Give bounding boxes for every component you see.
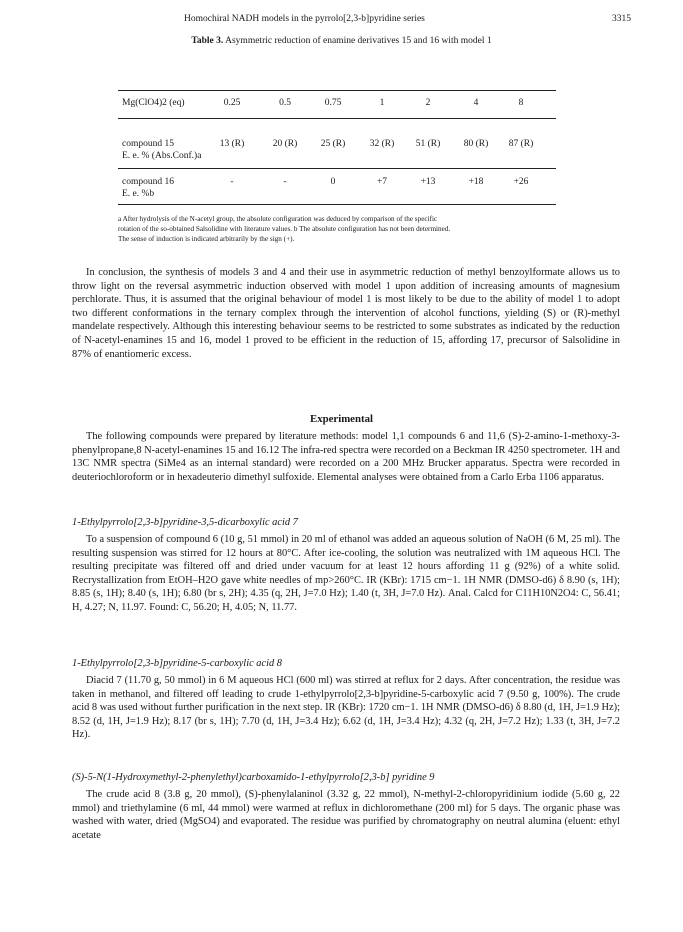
- table-cell: 20 (R): [272, 139, 298, 149]
- table-caption-text: Asymmetric reduction of enamine derivatives 15 and 16 with model 1: [225, 36, 492, 46]
- header-cell: 0.5: [279, 98, 291, 108]
- row-label: compound 16: [122, 177, 174, 187]
- header-cell: 0.75: [324, 98, 342, 108]
- table-cell: 51 (R): [415, 139, 441, 149]
- conclusion-text: In conclusion, the synthesis of models 3 and 4 and their use in asymmetric reduction of methyl benzoylformate allows us to throw light on the reversal asymmetric induction observed with model 1 upon addition of increasing amounts of magnesium perchlorate. Thus, it is assumed that the original behaviour of model 1 is most likely to be due to the ability of model 1 to adopt two different conformations in the ternary complex through the intervention of alcohol functions, yielding (S) or (R)-methyl mandelate respectively. Although this interesting behaviour seems to be restricted to some substrates as indicated by the reduction of N-acetyl-enamines 15 and 16, model 1 proved to be efficient in the reduction of 15, affording 17, precursor of Salsolidine in 87% of enantiomeric excess.: [72, 267, 620, 360]
- table-cell: 25 (R): [320, 139, 346, 149]
- section-heading-experimental: Experimental: [310, 413, 373, 425]
- header-cell: 8: [518, 98, 524, 108]
- table-footnotes: [118, 214, 563, 244]
- table-bottom-rule: [118, 204, 556, 205]
- row-sublabel: E. e. %b: [122, 189, 155, 199]
- subsection-body: [72, 533, 620, 615]
- subsection-body: [72, 674, 620, 742]
- table-row: [118, 138, 556, 164]
- subsection-title: 1-Ethylpyrrolo[2,3-b]pyridine-5-carboxylic acid 8: [72, 658, 282, 669]
- table-cell: 32 (R): [369, 139, 395, 149]
- table-cell: +26: [513, 177, 529, 187]
- running-title: Homochiral NADH models in the pyrrolo[2,3-b]pyridine series: [184, 14, 425, 24]
- header-cell: 1: [379, 98, 385, 108]
- subsection-text: To a suspension of compound 6 (10 g, 51 mmol) in 20 ml of ethanol was added an aqueous solution of NaOH (6 M, 25 ml). The resulting suspension was stirred for 12 hours at 80°C. After ice-cooling, the solution was neutralized with 1M aqueous HCl. The resulting precipitate was filtered off and dried under vacuum for at least 12 hours affording 11 g (92%) of a white solid. Recrystallization from EtOH–H2O gave white needles of mp>260°C. IR (KBr): 1715 cm−1. 1H NMR (DMSO-d6) δ 8.90 (s, 1H); 8.85 (s, 1H); 8.40 (s, 1H); 6.80 (br s, 2H); 4.35 (q, 2H, J=7.0 Hz); 1.40 (t, 3H, J=7.0 Hz). Anal. Calcd for C11H10N2O4: C, 56.41; H, 4.27; N, 11.97. Found: C, 56.20; H, 4.05; N, 11.77.: [72, 534, 620, 613]
- table-cell: 13 (R): [219, 139, 245, 149]
- table-cell: 0: [330, 177, 336, 187]
- table-cell: 80 (R): [463, 139, 489, 149]
- experimental-intro-text: The following compounds were prepared by literature methods: model 1,1 compounds 6 and 11,6 (S)-2-amino-1-methoxy-3-phenylpropane,8 N-acetyl-enamines 15 and 16.12 The infra-red spectra were recorded on a Beckman IR 4250 spectrometer. 1H and 13C NMR spectra (SiMe4 as an internal standard) were recorded on a 200 MHz Brucker apparatus. Spectra were recorded in deuteriochloroform or in hexadeuterio dimethyl sulfoxide. Elemental analyses were obtained from a Carlo Erba 1106 apparatus.: [72, 431, 620, 483]
- table-cell: +13: [420, 177, 436, 187]
- row-label: compound 15: [122, 139, 174, 149]
- footnote-line: The sense of induction is indicated arbitrarily by the sign (+).: [118, 235, 295, 243]
- subsection-text: Diacid 7 (11.70 g, 50 mmol) in 6 M aqueous HCl (600 ml) was stirred at reflux for 2 days. After concentration, the residue was taken in methanol, and filtered off leading to crude 1-ethylpyrrolo[2,3-b]pyridine-5-carboxylic acid 7 (9.50 g, 100%). The crude acid 8 was used without further purification in the next step. IR (KBr): 1720 cm−1. 1H NMR (DMSO-d6) δ 8.80 (d, 1H, J=1.9 Hz); 8.52 (d, 1H, J=1.9 Hz); 8.17 (br s, 1H); 7.70 (d, 1H, J=3.4 Hz); 6.62 (d, 1H, J=3.4 Hz); 4.32 (q, 2H, J=7.2 Hz); 1.33 (t, 3H, J=7.2 Hz).: [72, 675, 620, 741]
- footnote-line: a After hydrolysis of the N-acetyl group, the absolute configuration was deduced by comparison of the specific: [118, 215, 438, 223]
- row-sublabel: E. e. % (Abs.Conf.)a: [122, 151, 202, 161]
- table-cell: +18: [468, 177, 484, 187]
- subsection-title: 1-Ethylpyrrolo[2,3-b]pyridine-3,5-dicarboxylic acid 7: [72, 517, 298, 528]
- header-cell: 0.25: [223, 98, 241, 108]
- table-caption-label: Table 3.: [191, 36, 224, 46]
- page-number: 3315: [612, 14, 631, 24]
- table-caption: [0, 36, 683, 46]
- table-cell: -: [230, 177, 234, 187]
- subsection-text: The crude acid 8 (3.8 g, 20 mmol), (S)-phenylalaninol (3.32 g, 22 mmol), N-methyl-2-chloropyridinium iodide (5.60 g, 22 mmol) and triethylamine (6 ml, 44 mmol) were warmed at reflux in dichloromethane (200 ml) for 5 days. The organic phase was washed with water, dried (MgSO4) and evaporated. The residue was purified by chromatography on neutral alumina (eluent: ethyl acetate: [72, 789, 620, 841]
- experimental-intro: [72, 430, 620, 484]
- table-header-rule: [118, 118, 556, 119]
- table-cell: -: [283, 177, 287, 187]
- subsection-title: (S)-5-N(1-Hydroxymethyl-2-phenylethyl)carboxamido-1-ethylpyrrolo[2,3-b] pyridine 9: [72, 772, 435, 783]
- table-row-rule: [118, 168, 556, 169]
- header-cell: 2: [425, 98, 431, 108]
- header-cell: 4: [473, 98, 479, 108]
- footnote-line: rotation of the so-obtained Salsolidine with literature values. b The absolute configuration has not been determined.: [118, 225, 451, 233]
- table-cell: 87 (R): [508, 139, 534, 149]
- table-row: [118, 176, 556, 202]
- table-top-rule: [118, 90, 556, 91]
- conclusion-paragraph: [72, 266, 620, 361]
- header-label: Mg(ClO4)2 (eq): [122, 98, 185, 108]
- subsection-body: [72, 788, 620, 842]
- page-header: [80, 14, 631, 28]
- table-cell: +7: [376, 177, 388, 187]
